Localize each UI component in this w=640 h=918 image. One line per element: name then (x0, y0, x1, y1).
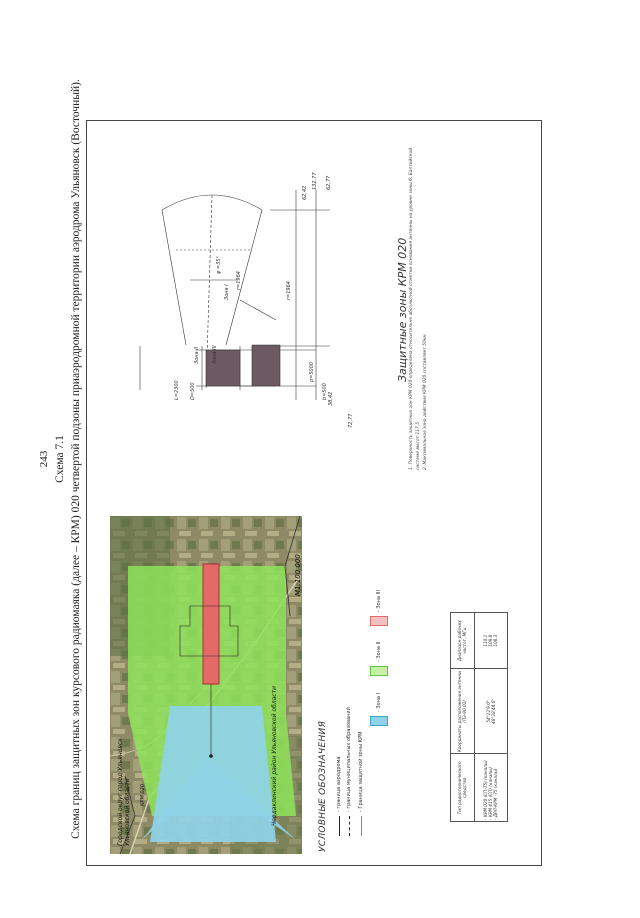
table-header: Диапазон рабочих частот, МГц (451, 613, 475, 669)
map-panel (110, 516, 302, 854)
region-label-top: Ульяновской области (124, 778, 131, 846)
diagram-p5000: p=5000 (309, 361, 315, 382)
fan-edge-left (162, 210, 186, 345)
diagram-zone-2: Зона II (194, 346, 200, 364)
diagram-dim-side: 62,42 (302, 185, 308, 200)
diagram-d: D=500 (190, 382, 196, 400)
diagram-dim-small: 38,42 (328, 391, 334, 406)
map-graphic (110, 516, 302, 854)
diagram-dim-132: 132,77 (312, 172, 318, 190)
diagram-angle: φ =35° (216, 256, 222, 274)
zone-3-side (252, 345, 280, 386)
legend-item-zone-1: - Зона I (370, 693, 388, 726)
diagram-dim-72: 72,77 (348, 413, 354, 428)
legend-item-krm-boundary: - Граница защитной зоны КРМ (358, 732, 364, 836)
legend-item-aerodrome: - граница аэродрома (336, 757, 342, 836)
diagram-dim-62: 62,77 (326, 175, 332, 190)
legend-item-zone-2: - Зона II (370, 641, 388, 676)
district-label-bottom: Чердаклинский район Ульяновской области (271, 686, 278, 826)
page-number: 243 (38, 450, 50, 468)
district-label-top: Городской округ город Ульяновск (117, 738, 124, 846)
legend-item-municipal: - граница муниципальных образований (346, 707, 352, 836)
note-2: 2. Максимальная зона действия КРМ 020 составляет 50км (423, 334, 428, 470)
legend (318, 556, 400, 856)
marker-label: КРМ 020 (140, 783, 146, 806)
legend-item-zone-3: - Зона III (370, 590, 388, 626)
table-header: Координаты расположения антенны (ПЗ-90.02) (451, 669, 475, 754)
diagram-zone-1: Зона I (224, 284, 230, 300)
equipment-table (450, 612, 508, 822)
diagram-r-arc: r=1964 (236, 271, 242, 290)
diagram-r-arc-bottom: r=1964 (286, 281, 292, 300)
zone-3-area (203, 564, 219, 684)
fan-edge-right (226, 210, 262, 345)
table-header: Тип радиотехнического средства (451, 754, 475, 822)
table-header-row (451, 613, 475, 822)
scheme-title: Схема 7.1 (54, 435, 66, 483)
diagram-title: Защитные зоны КРМ 020 (396, 237, 409, 382)
zone-1-fan (150, 706, 276, 842)
note-1: 1. Поверхность защитных зон КРМ 020 определена относительно абсолютной отметки основания антенны на уровне зоны б; Балтийской системе высот 117,5 (409, 147, 421, 470)
diagram-b500: b=500 (322, 383, 328, 400)
krm-marker (209, 754, 213, 758)
diagram-l: L=2300 (174, 380, 180, 400)
map-scale: М1:100 000 (294, 554, 302, 596)
table-row: - КРМ 020 (СП-75) (каналы) - КРМ 415 (СП) (каналы) - ДРЛ-КРМ -75 (каналы) 54°22'9.0" 48°28'44.6" 110.1 109.8 108.3 (474, 613, 507, 822)
legend-title: УСЛОВНЫЕ ОБОЗНАЧЕНИЯ (318, 720, 328, 852)
notes (408, 130, 448, 470)
diagram-zone-3: Зона III (212, 345, 218, 364)
scheme-caption: Схема границ защитных зон курсового радиомаяка (далее – КРМ) 020 четвертой подзоны приаэродромной территории аэродрома Ульяновск (Восточный). (70, 79, 82, 839)
